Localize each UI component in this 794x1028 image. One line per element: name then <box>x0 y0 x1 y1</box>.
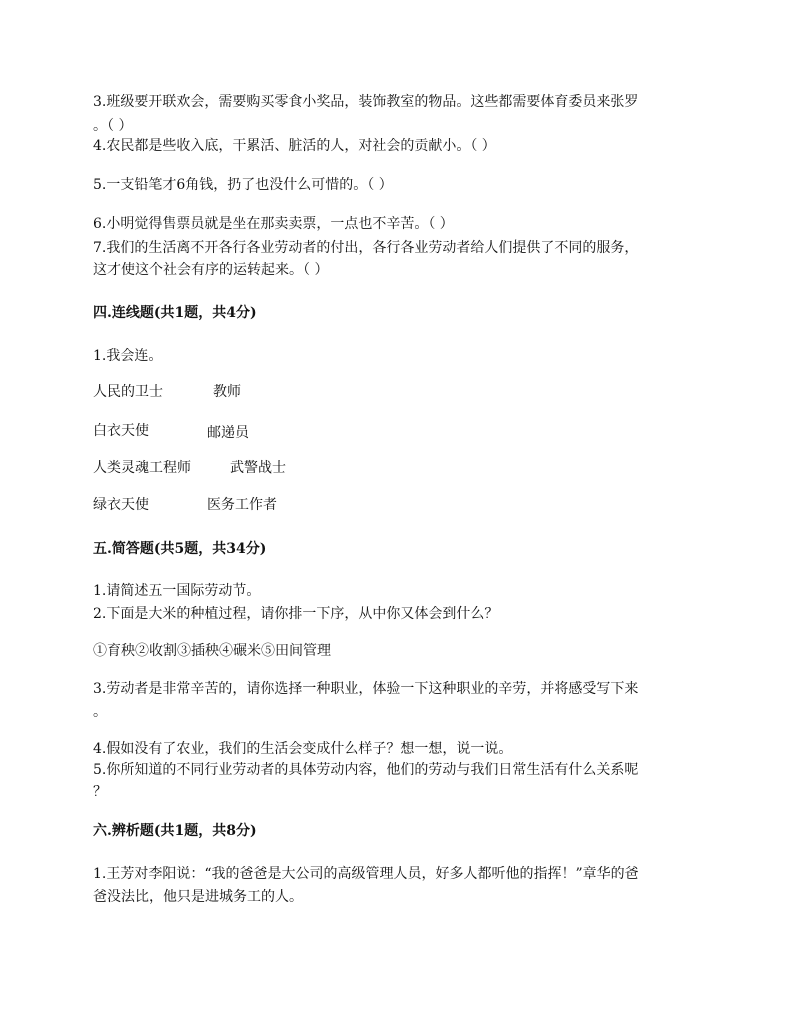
section-5-question-5-line-2: ？ <box>93 784 107 800</box>
section-5-question-1: 1.请简述五一国际劳动节。 <box>93 583 261 599</box>
section-5-question-3-line-1: 3.劳动者是非常辛苦的，请你选择一种职业，体验一下这种职业的辛劳，并将感受写下来 <box>93 681 639 697</box>
question-6: 6.小明觉得售票员就是坐在那卖卖票，一点也不辛苦。（ ） <box>93 216 454 232</box>
question-4: 4.农民都是些收入底，干累活、脏活的人，对社会的贡献小。（ ） <box>93 138 496 154</box>
match-left-4: 绿衣天使 <box>93 497 149 513</box>
question-3-line-1: 3.班级要开联欢会，需要购买零食小奖品，装饰教室的物品。这些都需要体育委员来张罗 <box>93 94 639 110</box>
section-6-heading: 六.辨析题(共1题，共8分) <box>93 823 257 839</box>
match-left-2: 白衣天使 <box>93 423 149 439</box>
section-5-question-3-line-2: 。 <box>93 704 107 720</box>
section-5-question-5-line-1: 5.你所知道的不同行业劳动者的具体劳动内容，他们的劳动与我们日常生活有什么关系呢 <box>93 762 639 778</box>
section-5-question-2: 2.下面是大米的种植过程，请你排一下序，从中你又体会到什么？ <box>93 606 499 622</box>
question-3-line-2: 。（ ） <box>93 118 133 134</box>
match-right-1: 教师 <box>213 384 241 400</box>
section-5-question-2-steps: ①育秧②收割③插秧④碾米⑤田间管理 <box>93 643 331 659</box>
match-left-1: 人民的卫士 <box>93 384 163 400</box>
section-5-heading: 五.简答题(共5题，共34分) <box>93 541 267 557</box>
match-left-3: 人类灵魂工程师 <box>93 460 191 476</box>
section-4-question-1: 1.我会连。 <box>93 348 163 364</box>
section-6-question-1-line-2: 爸没法比，他只是进城务工的人。 <box>93 889 303 905</box>
section-5-question-4: 4.假如没有了农业，我们的生活会变成什么样子？想一想，说一说。 <box>93 741 513 757</box>
match-right-3: 武警战士 <box>230 460 286 476</box>
question-7-line-2: 这才使这个社会有序的运转起来。（ ） <box>93 262 329 278</box>
question-7-line-1: 7.我们的生活离不开各行各业劳动者的付出，各行各业劳动者给人们提供了不同的服务， <box>93 240 639 256</box>
section-6-question-1-line-1: 1.王芳对李阳说：“我的爸爸是大公司的高级管理人员，好多人都听他的指挥！”章华的爸 <box>93 866 639 882</box>
match-right-4: 医务工作者 <box>207 497 277 513</box>
match-right-2: 邮递员 <box>207 425 249 441</box>
question-5: 5.一支铅笔才6角钱，扔了也没什么可惜的。（ ） <box>93 177 393 193</box>
section-4-heading: 四.连线题(共1题，共4分) <box>93 305 257 321</box>
